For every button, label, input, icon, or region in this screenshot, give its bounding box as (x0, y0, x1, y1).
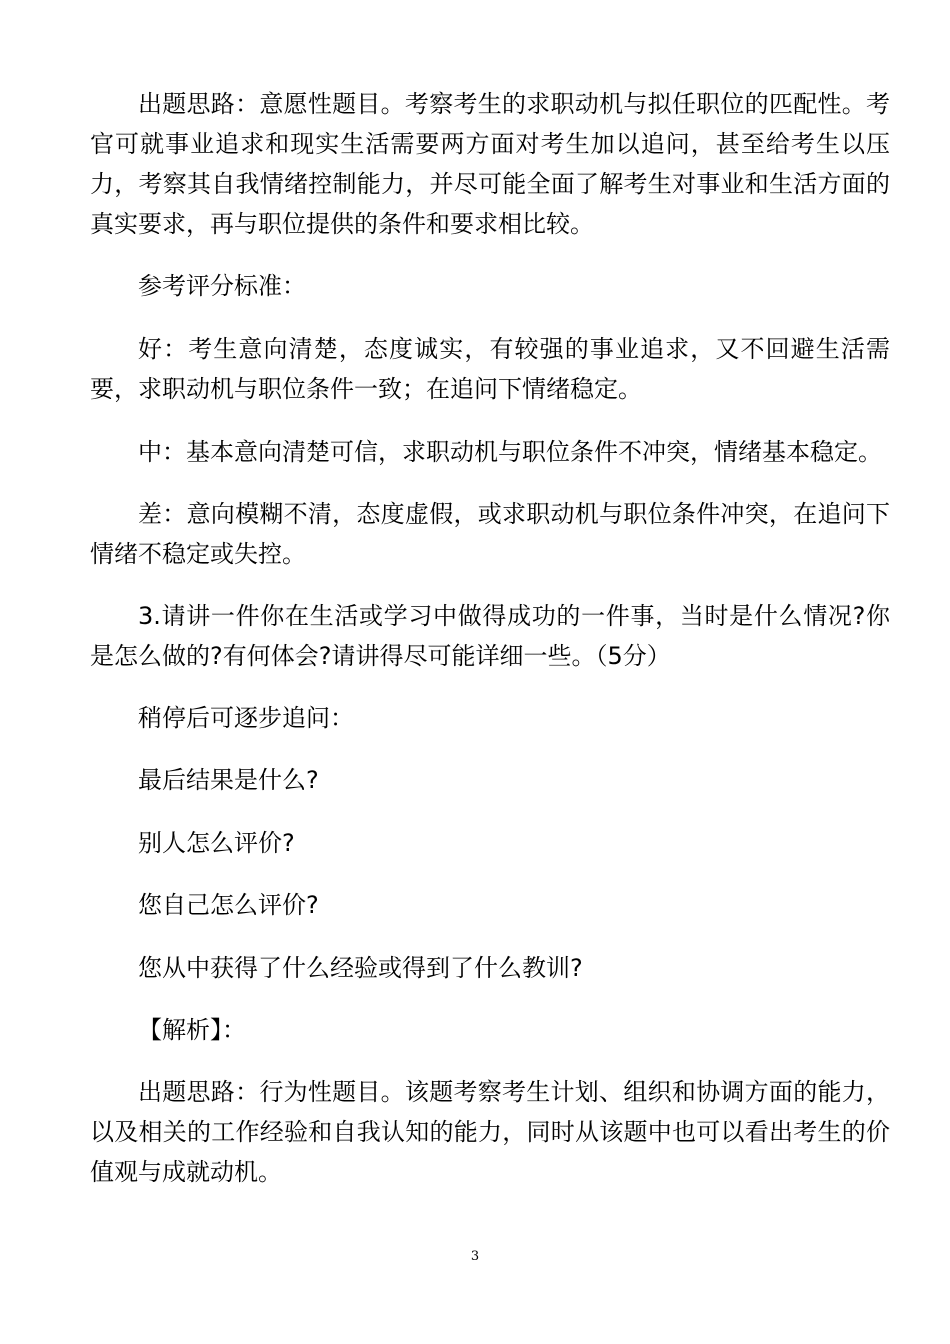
paragraph-question-2-analysis: 出题思路：意愿性题目。考察考生的求职动机与拟任职位的匹配性。考官可就事业追求和现实生活需要两方面对考生加以追问，甚至给考生以压力，考察其自我情绪控制能力，并尽可能全面了解考生对事业和生活方面的真实要求，再与职位提供的条件和要求相比较。 (90, 90, 890, 238)
paragraph-score-medium: 中：基本意向清楚可信，求职动机与职位条件不冲突，情绪基本稳定。 (138, 438, 882, 466)
paragraph-question-3-analysis: 出题思路：行为性题目。该题考察考生计划、组织和协调方面的能力，以及相关的工作经验和自我认知的能力，同时从该题中也可以看出考生的价值观与成就动机。 (90, 1078, 890, 1186)
paragraph-follow-up-2: 别人怎么评价? (138, 829, 295, 857)
paragraph-score-poor: 差：意向模糊不清，态度虚假，或求职动机与职位条件冲突，在追问下情绪不稳定或失控。 (90, 500, 890, 568)
page-number: 3 (470, 1249, 480, 1264)
paragraph-analysis-heading: 【解析】： (138, 1016, 246, 1044)
paragraph-score-good: 好：考生意向清楚，态度诚实，有较强的事业追求，又不回避生活需要，求职动机与职位条件一致；在追问下情绪稳定。 (90, 335, 890, 403)
paragraph-question-3: 3.请讲一件你在生活或学习中做得成功的一件事，当时是什么情况?你是怎么做的?有何体会?请讲得尽可能详细一些。（5分） (90, 602, 890, 670)
paragraph-follow-up-1: 最后结果是什么? (138, 766, 319, 794)
paragraph-follow-up-intro: 稍停后可逐步追问： (138, 704, 354, 732)
paragraph-follow-up-3: 您自己怎么评价? (138, 891, 319, 919)
paragraph-scoring-heading: 参考评分标准： (138, 272, 306, 300)
paragraph-follow-up-4: 您从中获得了什么经验或得到了什么教训? (138, 954, 583, 982)
